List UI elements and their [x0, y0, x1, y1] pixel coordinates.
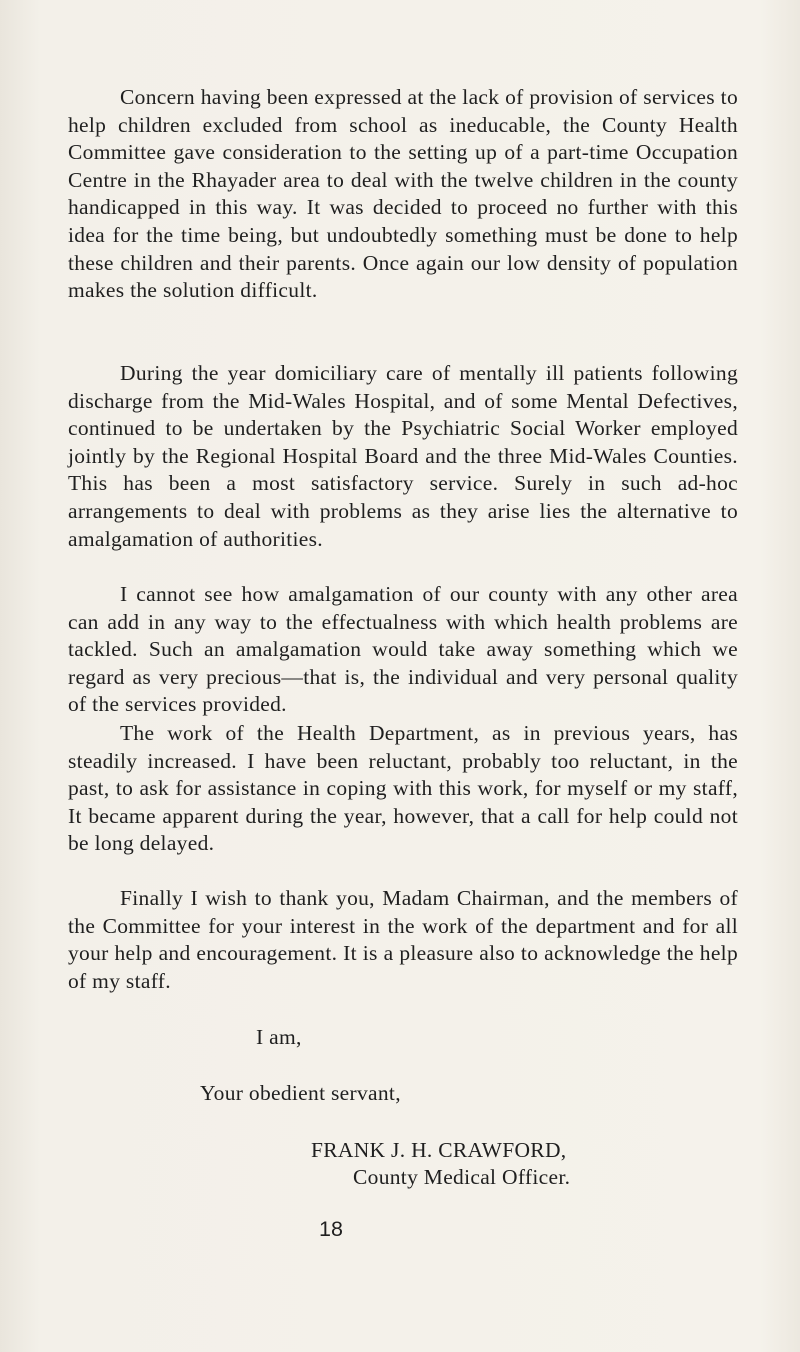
paragraph-occupation-centre — [68, 84, 738, 305]
paragraph-text: I cannot see how amalgamation of our county with any other area can add in any way to the effectualness with which health problems are tackled. Such an amalgamation would take away something which we regard as very precious—that is, the individual and very personal quality of the services provided. — [68, 582, 738, 717]
signature-title: County Medical Officer. — [353, 1165, 571, 1189]
paragraph-text: The work of the Health Department, as in previous years, has steadily increased. I have been reluctant, probably too reluctant, in the past, to ask for assistance in coping with this work, for myself or my staff, It became apparent during the year, however, that a call for help could not be long delayed. — [68, 721, 738, 856]
page-number: 18 — [319, 1217, 343, 1241]
closing-servant-line: Your obedient servant, — [200, 1081, 401, 1105]
closing-salutation: I am, — [256, 1025, 302, 1049]
paragraph-domiciliary-care — [68, 360, 738, 553]
paragraph-amalgamation — [68, 581, 738, 719]
paragraph-text: During the year domiciliary care of mentally ill patients following discharge from the Mid-Wales Hospital, and of some Mental Defectives, continued to be undertaken by the Psychiatric Social Worker employed jointly by the Regional Hospital Board and the three Mid-Wales Counties. This has been a most satisfactory service. Surely in such ad-hoc arrangements to deal with problems as they arise lies the alternative to amalgamation of authorities. — [68, 361, 738, 551]
paragraph-health-department-work — [68, 720, 738, 858]
paragraph-acknowledgements — [68, 885, 738, 995]
signature-name: FRANK J. H. CRAWFORD, — [311, 1138, 567, 1162]
paragraph-text: Concern having been expressed at the lack of provision of services to help children excluded from school as ineducable, the County Health Committee gave consideration to the setting up of a part-time Occupation Centre in the Rhayader area to deal with the twelve children in the county handicapped in this way. It was decided to proceed no further with this idea for the time being, but undoubtedly something must be done to help these children and their parents. Once again our low density of population makes the solution difficult. — [68, 85, 738, 303]
paragraph-text: Finally I wish to thank you, Madam Chairman, and the members of the Committee for your interest in the work of the department and for all your help and encouragement. It is a pleasure also to acknowledge the help of my staff. — [68, 886, 738, 993]
